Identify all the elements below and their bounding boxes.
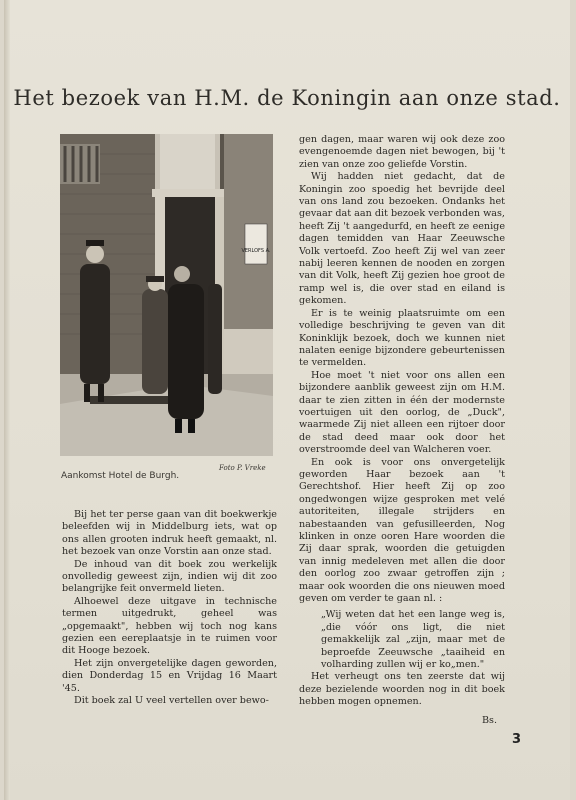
paragraph: Bij het ter perse gaan van dit boekwerkje beleefden wij in Middelburg iets, wat op ons allen grooten indruk heeft gemaakt, nl. het bezoek van onze Vorstin aan onze stad. <box>62 509 277 558</box>
paragraph: Er is te weinig plaatsruimte om een volledige beschrijving te geven van dit Koninklijk bezoek, doch we kunnen niet nalaten eenige bijzondere gebeurtenissen te vermelden. <box>299 307 505 369</box>
signature: Bs. <box>481 714 497 726</box>
paragraph: En ook is voor ons onvergetelijk geworden Haar bezoek aan 't Gerechtshof. Hier heeft Zij op zoo ongedwongen wijze gesproken met velé autoriteiten, illegale strijders en nabestaanden van gefusilleerden, Nog klinken in onze ooren Hare woorden die Zij daar sprak, woorden die getuigden van innig medeleven met allen die door den oorlog zoo zwaar getroffen zijn ; maar ook woorden die ons nieuwen moed geven om verder te gaan nl. : <box>299 456 505 605</box>
photograph <box>60 134 273 456</box>
photo-credit: Foto P. Vreke <box>219 464 266 472</box>
paragraph: De inhoud van dit boek zou werkelijk onvolledig geweest zijn, indien wij dit zoo belangrijke feit onvermeld lieten. <box>62 558 277 595</box>
page <box>4 0 570 800</box>
quote: „Wij weten dat het een lange weg is, „die vóór ons ligt, die niet gemakkelijk zal „zijn, maar met de beproefde Zeeuwsche „taaiheid en volharding zullen wij er ko„men." <box>321 609 505 671</box>
left-column <box>62 509 277 708</box>
closing-paragraph: Het verheugt ons ten zeerste dat wij deze bezielende woorden nog in dit boek hebben mogen opnemen. <box>299 671 505 708</box>
paragraph: gen dagen, maar waren wij ook deze zoo evengenoemde dagen niet bewogen, bij 't zien van onze zoo geliefde Vorstin. <box>299 134 505 170</box>
page-title: Het bezoek van H.M. de Koningin aan onze stad. <box>13 86 561 110</box>
paragraph: Wij hadden niet gedacht, dat de Koningin zoo spoedig het bevrijde deel van ons land zou bezoeken. Ondanks het gevaar dat aan dit bezoek verbonden was, heeft Zij 't aangedurfd, en heeft ze eenige dagen temidden van Haar Zeeuwsche Volk vertoefd. Zoo heeft Zij wel van zeer nabij leeren kennen de nooden en zorgen van dit Volk, heeft Zij gezien hoe groot de ramp wel is, die over stad en eiland is gekomen. <box>299 171 505 307</box>
page-fold <box>4 0 10 800</box>
sign-text: VERLOFS A. <box>241 248 271 254</box>
photo-caption: Aankomst Hotel de Burgh. <box>61 471 180 481</box>
paragraph: Alhoewel deze uitgave in technische termen uitgedrukt, geheel was „opgemaakt", hebben wij toch nog kans gezien een eereplaatsje in te ruimen voor dit Hooge bezoek. <box>62 595 277 657</box>
paragraph: Dit boek zal U veel vertellen over bewo- <box>74 695 269 707</box>
paragraph: Het zijn onvergetelijke dagen geworden, dien Donderdag 15 en Vrijdag 16 Maart '45. <box>62 657 277 694</box>
page-number: 3 <box>512 732 522 747</box>
right-column <box>299 134 505 727</box>
paragraph: Hoe moet 't niet voor ons allen een bijzondere aanblik geweest zijn om H.M. daar te zien zitten in één der modernste voertuigen uit den oorlog, de „Duck", waarmede Zij niet alleen een rijtoer door de stad deed maar ook door het overstroomde deel van Walcheren voer. <box>299 369 505 456</box>
